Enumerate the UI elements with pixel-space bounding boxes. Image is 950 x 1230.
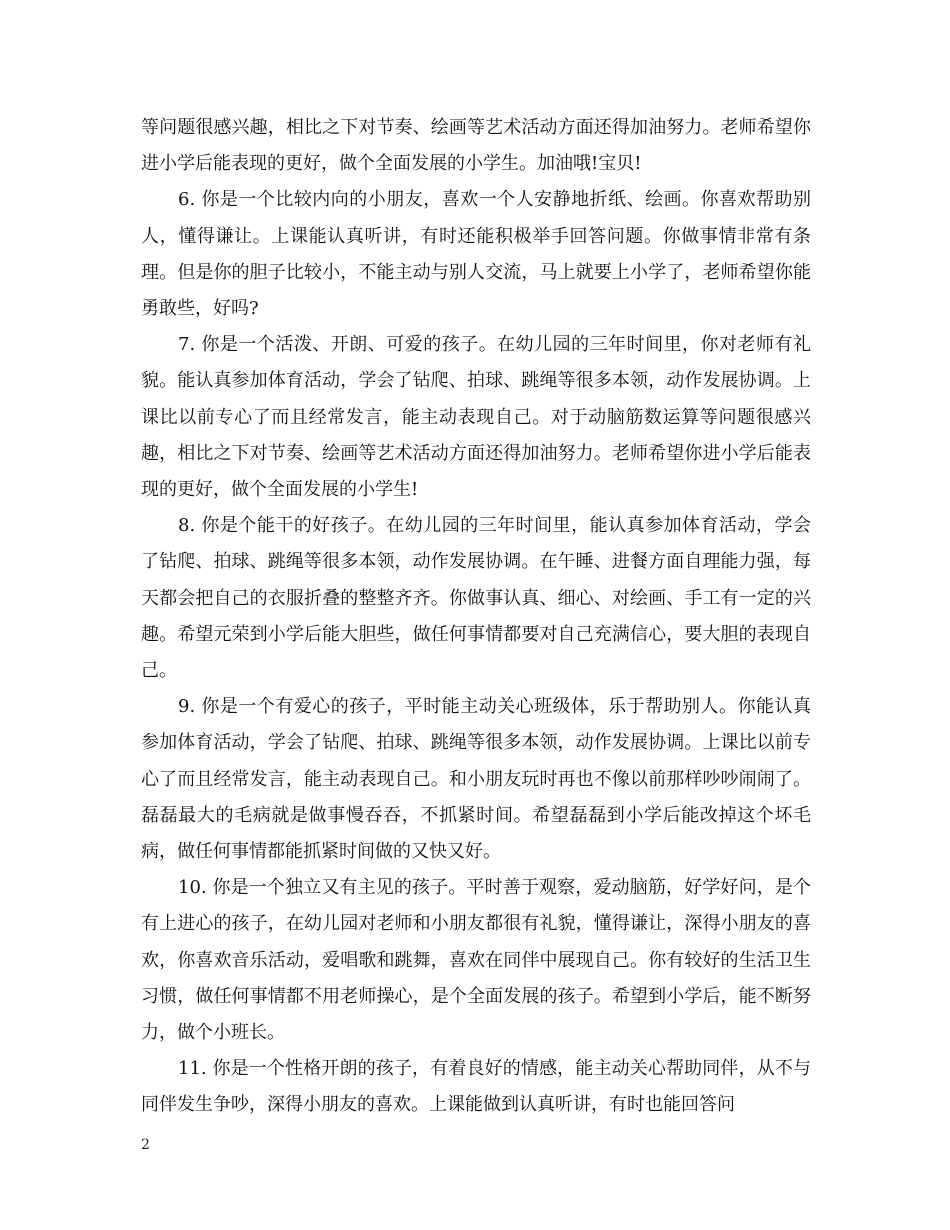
paragraph-item-6: 6. 你是一个比较内向的小朋友，喜欢一个人安静地折纸、绘画。你喜欢帮助别人，懂得谦让。上课能认真听讲，有时还能积极举手回答问题。你做事情非常有条理。但是你的胆子比较小，不能主动与别人交流，马上就要上小学了，老师希望你能勇敢些，好吗? bbox=[141, 189, 811, 320]
paragraph-item-11: 11. 你是一个性格开朗的孩子，有着良好的情感，能主动关心帮助同伴，从不与同伴发生争吵，深得小朋友的喜欢。上课能做到认真听讲，有时也能回答问 bbox=[141, 1058, 811, 1116]
paragraph-continuation: 等问题很感兴趣，相比之下对节奏、绘画等艺术活动方面还得加油努力。老师希望你进小学后能表现的更好，做个全面发展的小学生。加油哦!宝贝! bbox=[141, 117, 811, 175]
paragraph-item-8: 8. 你是个能干的好孩子。在幼儿园的三年时间里，能认真参加体育活动，学会了钻爬、拍球、跳绳等很多本领，动作发展协调。在午睡、进餐方面自理能力强，每天都会把自己的衣服折叠的整整齐齐。你做事认真、细心、对绘画、手工有一定的兴趣。希望元荣到小学后能大胆些，做任何事情都要对自己充满信心，要大胆的表现自己。 bbox=[141, 515, 811, 682]
paragraph-item-7: 7. 你是一个活泼、开朗、可爱的孩子。在幼儿园的三年时间里，你对老师有礼貌。能认真参加体育活动，学会了钻爬、拍球、跳绳等很多本领，动作发展协调。上课比以前专心了而且经常发言，能主动表现自己。对于动脑筋数运算等问题很感兴趣，相比之下对节奏、绘画等艺术活动方面还得加油努力。老师希望你进小学后能表现的更好，做个全面发展的小学生! bbox=[141, 334, 811, 501]
paragraph-item-10: 10. 你是一个独立又有主见的孩子。平时善于观察，爱动脑筋，好学好问，是个有上进心的孩子，在幼儿园对老师和小朋友都很有礼貌，懂得谦让，深得小朋友的喜欢，你喜欢音乐活动，爱唱歌和跳舞，喜欢在同伴中展现自己。你有较好的生活卫生习惯，做任何事情都不用老师操心，是个全面发展的孩子。希望到小学后，能不断努力，做个小班长。 bbox=[141, 877, 811, 1044]
paragraph-item-9: 9. 你是一个有爱心的孩子，平时能主动关心班级体，乐于帮助别人。你能认真参加体育活动，学会了钻爬、拍球、跳绳等很多本领，动作发展协调。上课比以前专心了而且经常发言，能主动表现自己。和小朋友玩时再也不像以前那样吵吵闹闹了。磊磊最大的毛病就是做事慢吞吞，不抓紧时间。希望磊磊到小学后能改掉这个坏毛病，做任何事情都能抓紧时间做的又快又好。 bbox=[141, 696, 811, 863]
document-body bbox=[141, 110, 811, 1124]
page-number: 2 bbox=[141, 1137, 150, 1153]
